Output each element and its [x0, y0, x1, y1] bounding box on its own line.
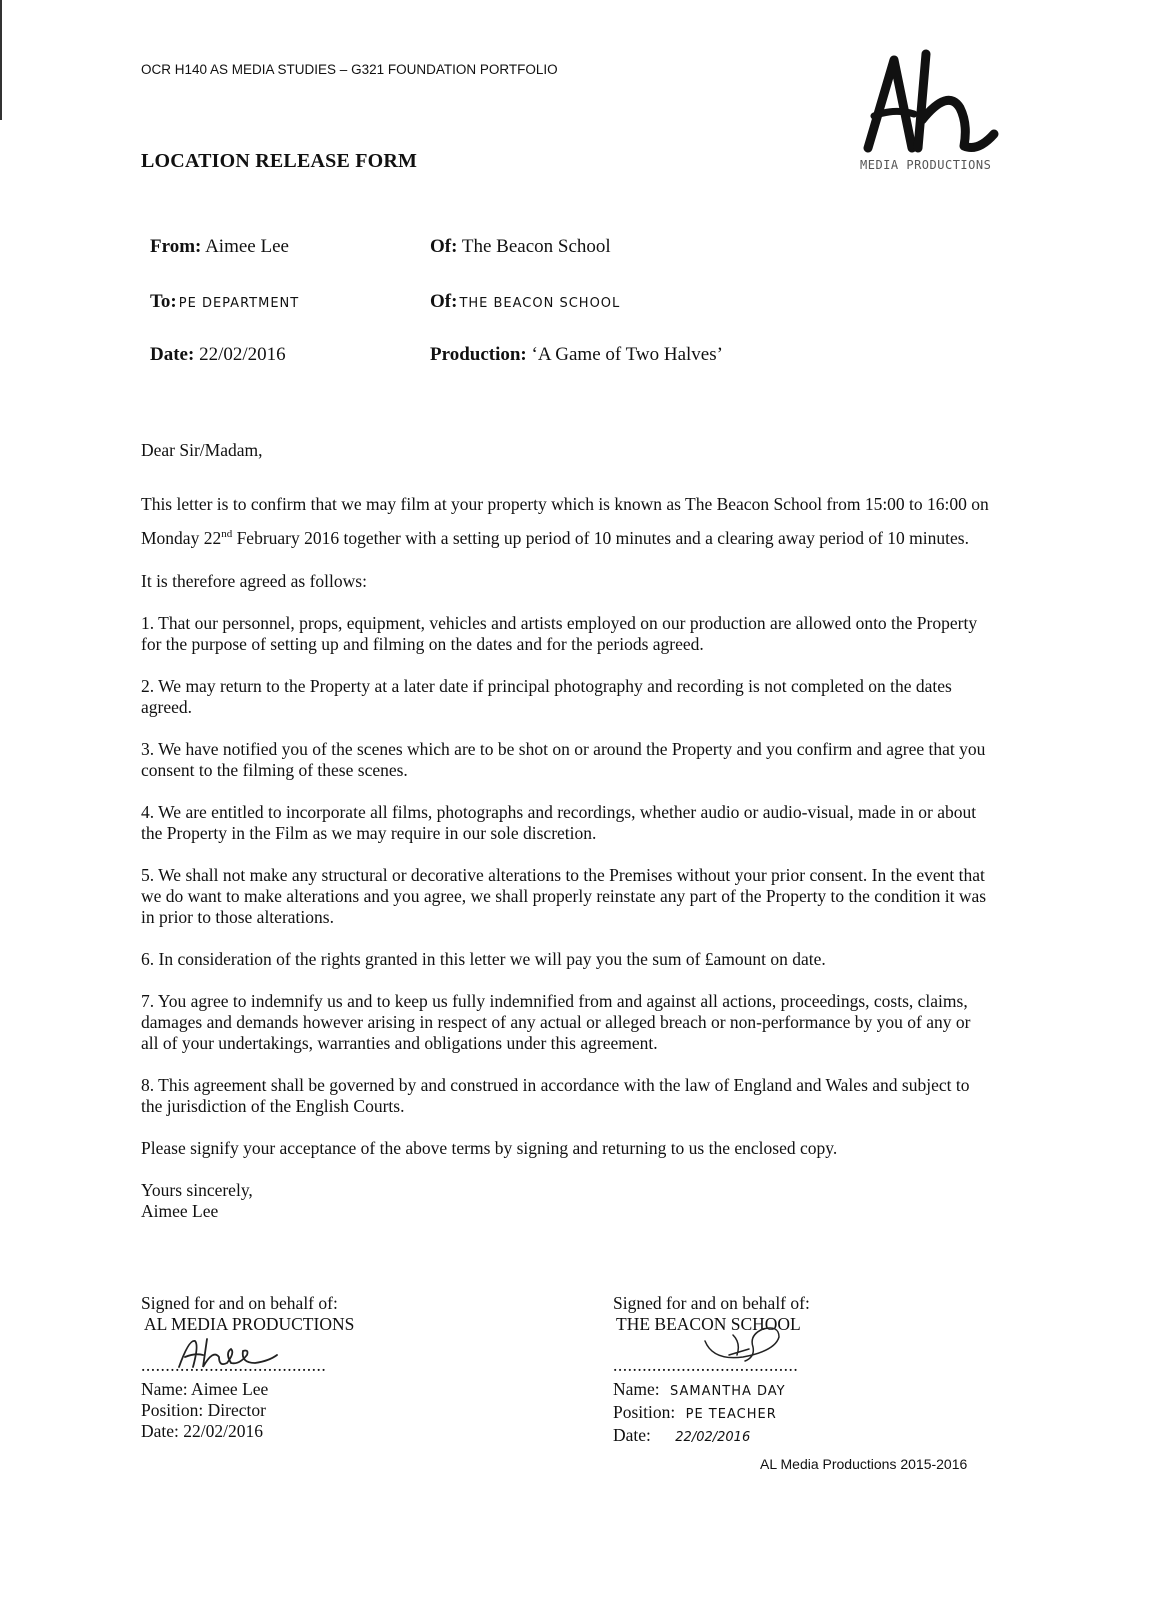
agreed-line: It is therefore agreed as follows:: [141, 570, 367, 591]
right-signature-line: [613, 1335, 810, 1379]
right-date-line: Date: 22/02/2016: [613, 1425, 751, 1445]
closing-request: Please signify your acceptance of the above terms by signing and returning to us the enclosed copy.: [141, 1137, 838, 1158]
right-name-line: Name: SAMANTHA DAY: [613, 1379, 786, 1399]
footer-note: AL Media Productions 2015-2016: [760, 1456, 968, 1472]
date-field: [150, 344, 286, 366]
left-sign-org: AL MEDIA PRODUCTIONS: [144, 1314, 355, 1334]
left-sign-heading: Signed for and on behalf of:: [141, 1293, 338, 1313]
form-title: LOCATION RELEASE FORM: [141, 150, 418, 172]
letter-body: [141, 440, 991, 1222]
left-name-line: Name: Aimee Lee: [141, 1379, 269, 1399]
to-label: To:: [150, 291, 177, 312]
right-date-handwritten: 22/02/2016: [675, 1430, 751, 1445]
scan-edge-line: [0, 0, 2, 120]
logo-caption: MEDIA PRODUCTIONS: [860, 158, 992, 172]
clause-1: 1. That our personnel, props, equipment, vehicles and artists employed on our production are allowed onto the Property for the purpose of setting up and filming on the dates and for the periods agreed.: [141, 612, 978, 654]
clause-5: 5. We shall not make any structural or decorative alterations to the Premises without your prior consent. In the event that we do want to make alterations and you agree, we shall properly reinstate any part of the Property to the condition it was in prior to those alterations.: [141, 864, 987, 927]
right-signature-dots: ......................................: [613, 1355, 799, 1375]
logo-a-stroke: [868, 60, 912, 148]
production-label: Production:: [430, 344, 527, 365]
left-signature-line: [141, 1335, 354, 1379]
left-signature-dots: ......................................: [141, 1355, 327, 1375]
right-position-handwritten: PE TEACHER: [685, 1407, 777, 1422]
clause-8: 8. This agreement shall be governed by and construed in accordance with the law of England and Wales and subject to the jurisdiction of the English Courts.: [141, 1074, 970, 1116]
signature-block-right: [613, 1293, 810, 1448]
salutation: Dear Sir/Madam,: [141, 440, 263, 460]
from-label: From:: [150, 236, 202, 257]
clause-2: 2. We may return to the Property at a later date if principal photography and recording is not completed on the dates agreed.: [141, 675, 952, 717]
logo-h-stroke: [918, 54, 994, 148]
from-field: [150, 236, 289, 258]
from-of-label: Of:: [430, 236, 458, 257]
right-sign-heading: Signed for and on behalf of:: [613, 1293, 810, 1313]
signoff: Yours sincerely,: [141, 1179, 253, 1200]
date-value: 22/02/2016: [199, 344, 286, 365]
clause-3: 3. We have notified you of the scenes which are to be shot on or around the Property and you confirm and agree that you consent to the filming of these scenes.: [141, 738, 986, 780]
from-of-field: [430, 236, 611, 258]
signoff-name: Aimee Lee: [141, 1200, 219, 1221]
intro-paragraph: This letter is to confirm that we may film at your property which is known as The Beacon School from 15:00 to 16:00 on Monday 22nd February 2016 together with a setting up period of 10 minutes and a clearing away period of 10 minutes.: [141, 494, 989, 548]
course-header: OCR H140 AS MEDIA STUDIES – G321 FOUNDATION PORTFOLIO: [141, 62, 558, 77]
to-value-handwritten: PE DEPARTMENT: [178, 296, 300, 311]
to-of-field: [430, 291, 620, 313]
to-of-value-handwritten: THE BEACON SCHOOL: [459, 296, 621, 311]
right-sign-org: THE BEACON SCHOOL: [616, 1314, 801, 1334]
logo-a-crossbar: [874, 111, 914, 116]
right-name-handwritten: SAMANTHA DAY: [670, 1384, 786, 1399]
from-value: Aimee Lee: [205, 236, 289, 257]
production-value: ‘A Game of Two Halves’: [531, 344, 723, 365]
left-position-line: Position: Director: [141, 1400, 266, 1420]
clause-6: 6. In consideration of the rights granted in this letter we will pay you the sum of £amount on date.: [141, 948, 826, 969]
signature-block-left: [141, 1293, 354, 1442]
right-position-line: Position: PE TEACHER: [613, 1402, 777, 1422]
to-field: [150, 291, 299, 313]
date-label: Date:: [150, 344, 195, 365]
clause-4: 4. We are entitled to incorporate all films, photographs and recordings, whether audio or audio-visual, made in or about the Property in the Film as we may require in our sole discretion.: [141, 801, 977, 843]
production-field: [430, 344, 723, 366]
from-of-value: The Beacon School: [461, 236, 611, 257]
left-date-line: Date: 22/02/2016: [141, 1421, 263, 1441]
clause-7: 7. You agree to indemnify us and to keep us fully indemnified from and against all actions, proceedings, costs, claims, damages and demands however arising in respect of any actual or alleged breach or non-performance by you of any or all of your undertakings, warranties and obligations under this agreement.: [141, 990, 971, 1053]
to-of-label: Of:: [430, 291, 458, 312]
